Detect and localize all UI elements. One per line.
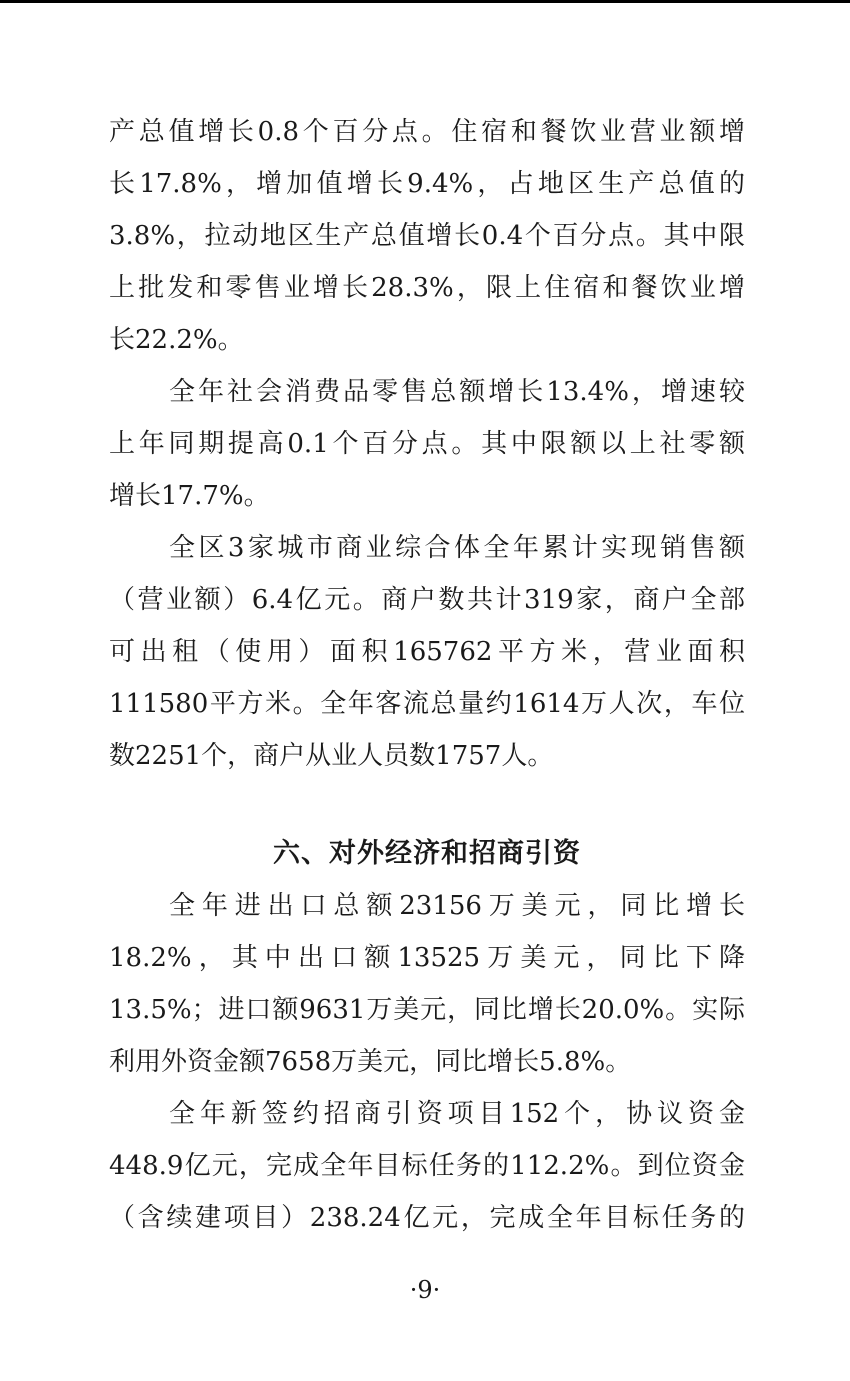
text-line: （含续建项目）238.24亿元，完成全年目标任务的 xyxy=(109,1203,745,1233)
section-heading: 六、对外经济和招商引资 xyxy=(273,838,581,869)
top-border-rule xyxy=(0,0,850,3)
text-line: 111580平方米。全年客流总量约1614万人次，车位 xyxy=(109,689,745,719)
text-line: 448.9亿元，完成全年目标任务的112.2%。到位资金 xyxy=(109,1151,745,1181)
text-line: 数2251个，商户从业人员数1757人。 xyxy=(109,741,554,771)
section-spacer xyxy=(109,782,745,828)
paragraph-investment-attraction xyxy=(109,1088,745,1244)
text-line: 可出租（使用）面积165762平方米，营业面积 xyxy=(109,637,745,667)
paragraph-commercial-complex xyxy=(109,522,745,782)
text-line: （营业额）6.4亿元。商户数共计319家，商户全部 xyxy=(109,585,745,615)
paragraph-retail-catering xyxy=(109,106,745,366)
text-line: 全区3家城市商业综合体全年累计实现销售额 xyxy=(169,533,745,563)
page-number: ·9· xyxy=(409,1276,441,1304)
text-line: 3.8%，拉动地区生产总值增长0.4个百分点。其中限 xyxy=(109,221,745,251)
text-line: 18.2%，其中出口额13525万美元，同比下降 xyxy=(109,943,745,973)
text-line: 增长17.7%。 xyxy=(109,481,270,511)
page-body xyxy=(109,106,745,1244)
text-line: 利用外资金额7658万美元，同比增长5.8%。 xyxy=(109,1047,632,1077)
text-line: 全年新签约招商引资项目152个，协议资金 xyxy=(169,1099,745,1129)
text-line: 上年同期提高0.1个百分点。其中限额以上社零额 xyxy=(109,429,745,459)
text-line: 上批发和零售业增长28.3%，限上住宿和餐饮业增 xyxy=(109,273,745,303)
text-line: 长17.8%，增加值增长9.4%，占地区生产总值的 xyxy=(109,169,745,199)
text-line: 产总值增长0.8个百分点。住宿和餐饮业营业额增 xyxy=(109,117,745,147)
text-line: 全年进出口总额23156万美元，同比增长 xyxy=(169,891,745,921)
text-line: 全年社会消费品零售总额增长13.4%，增速较 xyxy=(169,377,745,407)
text-line: 13.5%；进口额9631万美元，同比增长20.0%。实际 xyxy=(109,995,745,1025)
text-line: 长22.2%。 xyxy=(109,325,244,355)
paragraph-consumer-goods xyxy=(109,366,745,522)
paragraph-foreign-trade xyxy=(109,880,745,1088)
